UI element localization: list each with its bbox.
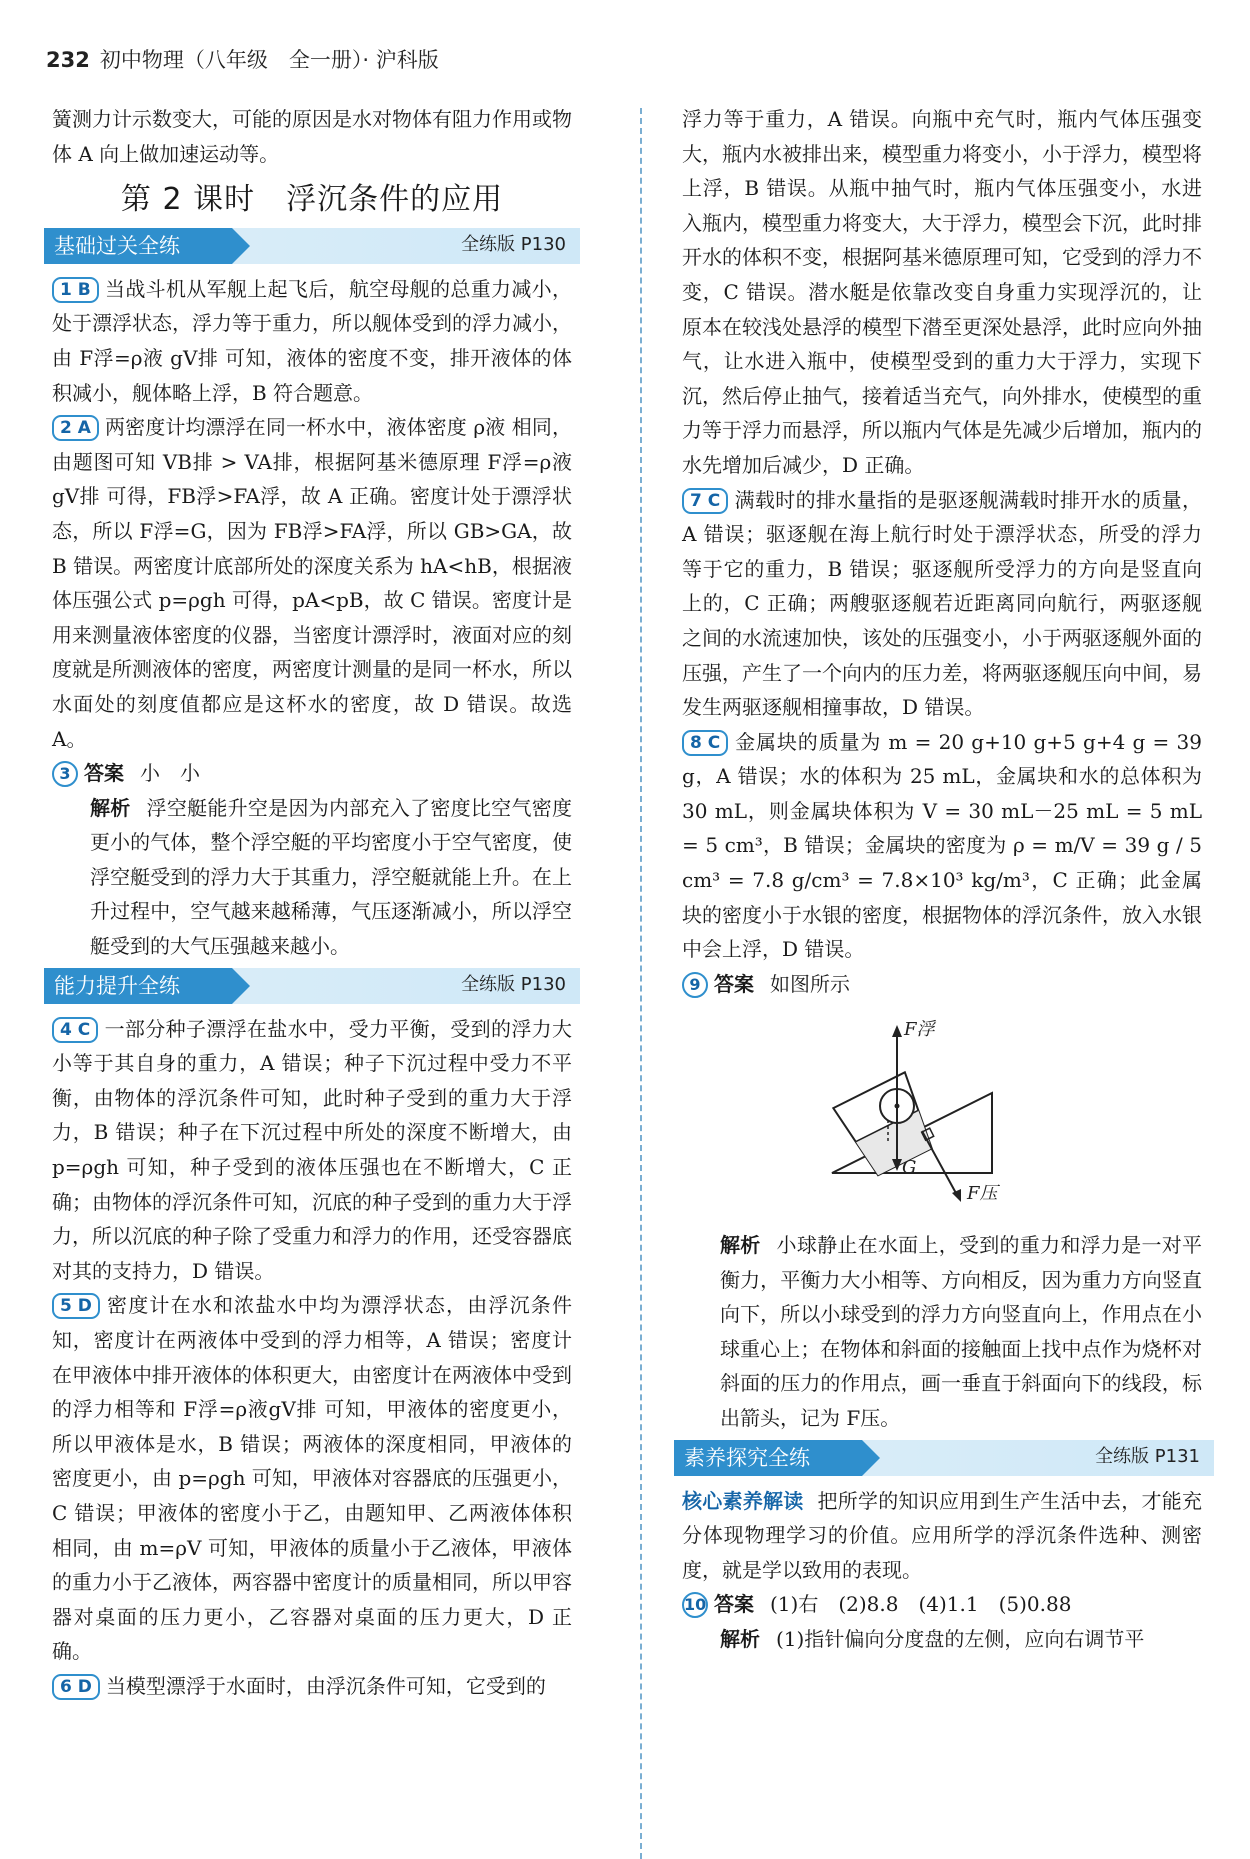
question-text: 当战斗机从军舰上起飞后，航空母舰的总重力减小，处于漂浮状态，浮力等于重力，所以舰体受到的浮力减小，由 F浮=ρ液 gV排 可知，液体的密度不变，排开液体的体积减小，舰体略上浮，B 符合题意。: [52, 276, 572, 405]
question-4: [52, 1012, 572, 1289]
page-header: [46, 44, 439, 74]
answer-text: 如图所示: [770, 971, 850, 996]
question-8: [682, 725, 1202, 967]
section-band-basic: [44, 228, 580, 264]
analysis-label: 解析: [720, 1233, 761, 1258]
section-title: 基础过关全练: [44, 228, 232, 264]
gravity-label: G: [902, 1157, 917, 1179]
question-1: [52, 272, 572, 410]
analysis-text: (1)指针偏向分度盘的左侧，应向右调节平: [776, 1626, 1145, 1651]
question-7: [682, 483, 1202, 725]
question-badge: 5 D: [52, 1293, 100, 1319]
section-title: 素养探究全练: [674, 1440, 862, 1476]
pressure-force-label: F压: [967, 1183, 998, 1204]
page-number: 232: [46, 48, 90, 72]
analysis-text: 浮空艇能升空是因为内部充入了密度比空气密度更小的气体，整个浮空艇的平均密度小于空气密度，使浮空艇受到的浮力大于其重力，浮空艇就能上升。在上升过程中，空气越来越稀薄，气压逐渐减小，所以浮空艇受到的大气压强越来越小。: [90, 795, 573, 959]
analysis-label: 解析: [720, 1626, 760, 1651]
section-ref: 全练版 P130: [461, 974, 566, 996]
answer-text: 小 小: [140, 761, 200, 786]
question-text: 满载时的排水量指的是驱逐舰满载时排开水的质量，A 错误；驱逐舰在海上航行时处于漂浮状态，所受的浮力等于它的重力，B 错误；驱逐舰所受浮力的方向是竖直向上的，C 正确；两艘驱逐舰若近距离同向航行，两驱逐舰之间的水流速加快，该处的压强变小，小于两驱逐舰外面的压强，产生了一个向内的压力差，将两驱逐舰压向中间，易发生两驱逐舰相撞事故，D 错误。: [682, 487, 1202, 720]
answer-text: (1)右 (2)8.8 (4)1.1 (5)0.88: [770, 1592, 1072, 1617]
answer-label: 答案: [714, 971, 754, 996]
right-column: [682, 102, 1202, 1657]
question-badge: 2 A: [52, 415, 99, 441]
question-text: 密度计在水和浓盐水中均为漂浮状态，由浮沉条件知，密度计在两液体中受到的浮力相等，A 错误；密度计在甲液体中排开液体的体积更大，由密度计在两液体中受到的浮力相等和 F浮=ρ液gV排 可知，甲液体的密度更小，所以甲液体是水，B 错误；两液体的深度相同，甲液体的密度更小，由 p=ρgh 可知，甲液体对容器底的压强更小，C 错误；甲液体的密度小于乙，由题知甲、乙两液体体积相同，由 m=ρV 可知，甲液体的质量小于乙液体，甲液体的重力小于乙液体，两容器中密度计的质量相同，所以甲容器对桌面的压力更小，乙容器对桌面的压力更大，D 正确。: [52, 1293, 572, 1664]
question-6-continued: 浮力等于重力，A 错误。向瓶中充气时，瓶内气体压强变大，瓶内水被排出来，模型重力将变小，小于浮力，模型将上浮，B 错误。从瓶中抽气时，瓶内气体压强变小，水进入瓶内，模型重力将变大，大于浮力，模型会下沉，此时排开水的体积不变，根据阿基米德原理可知，它受到的浮力不变，C 错误。潜水艇是依靠改变自身重力实现浮沉的，让原本在较浅处悬浮的模型下潜至更深处悬浮，此时应向外抽气，让水进入瓶中，使模型受到的重力大于浮力，实现下沉，然后停止抽气，接着适当充气，向外排水，使模型的重力等于浮力而悬浮，所以瓶内气体是先减少后增加，瓶内的水先增加后减少，D 正确。: [682, 107, 1202, 477]
question-badge: 8 C: [682, 730, 728, 756]
question-2: [52, 410, 572, 756]
intro-text: 簧测力计示数变大，可能的原因是水对物体有阻力作用或物体 A 向上做加速运动等。: [52, 107, 572, 166]
question-text: 当模型漂浮于水面时，由浮沉条件可知，它受到的: [105, 1673, 546, 1698]
section-ref: 全练版 P130: [461, 234, 566, 256]
question-text: 一部分种子漂浮在盐水中，受力平衡，受到的浮力大小等于其自身的重力，A 错误；种子下沉过程中受力不平衡，由物体的浮沉条件可知，此时种子受到的重力大于浮力，B 错误；种子在下沉过程中所处的深度不断增大，由 p=ρgh 可知，种子受到的液体压强也在不断增大，C 正确；由物体的浮沉条件可知，沉底的种子受到的重力大于浮力，所以沉底的种子除了受重力和浮力的作用，还受容器底对其的支持力，D 错误。: [52, 1016, 572, 1283]
core-literacy-note: [682, 1484, 1202, 1588]
question-5: [52, 1288, 572, 1669]
question-10-answer: [682, 1587, 1202, 1622]
question-badge: 10: [682, 1592, 708, 1618]
question-9-analysis: [682, 1228, 1202, 1436]
question-badge: 6 D: [52, 1674, 100, 1700]
question-6: [52, 1669, 572, 1704]
pressure-force-arrowhead: [952, 1189, 961, 1202]
answer-label: 答案: [714, 1592, 754, 1617]
section-band-ability: [44, 968, 580, 1004]
question-badge: 1 B: [52, 277, 99, 303]
core-literacy-text: 把所学的知识应用到生产生活中去，才能充分体现物理学习的价值。应用所学的浮沉条件选种、测密度，就是学以致用的表现。: [682, 1488, 1202, 1582]
answer-label: 答案: [84, 761, 124, 786]
question-text: 金属块的质量为 m = 20 g+10 g+5 g+4 g = 39 g，A 错误；水的体积为 25 mL，金属块和水的总体积为 30 mL，则金属块体积为 V = 30 mL－25 mL = 5 mL = 5 cm³，B 错误；金属块的密度为 ρ = m/V = 39 g / 5 cm³ = 7.8 g/cm³ = 7.8×10³ kg/m³，C 正确；此金属块的密度小于水银的密度，根据物体的浮沉条件，放入水银中会上浮，D 错误。: [682, 729, 1202, 962]
float-force-arrowhead: [892, 1025, 902, 1037]
analysis-text: 小球静止在水面上，受到的重力和浮力是一对平衡力，平衡力大小相等、方向相反，因为重力方向竖直向下，所以小球受到的浮力方向竖直向上，作用点在小球重心上；在物体和斜面的接触面上找中点作为烧杯对斜面的压力的作用点，画一垂直于斜面向下的线段，标出箭头，记为 F压。: [720, 1233, 1203, 1430]
section-band-literacy: [674, 1440, 1214, 1476]
section-ref: 全练版 P131: [1095, 1446, 1200, 1468]
question-badge: 3: [52, 761, 78, 787]
core-literacy-label: 核心素养解读: [682, 1488, 804, 1513]
question-badge: 7 C: [682, 488, 728, 514]
question-3-analysis: [52, 791, 572, 964]
section-title: 能力提升全练: [44, 968, 232, 1004]
question-10-analysis: [682, 1622, 1202, 1657]
force-diagram: [682, 1013, 1202, 1203]
lesson-title: 第 2 课时 浮沉条件的应用: [120, 182, 504, 218]
question-badge: 9: [682, 972, 708, 998]
question-3-answer: [52, 756, 572, 791]
question-badge: 4 C: [52, 1017, 98, 1043]
question-text: 两密度计均漂浮在同一杯水中，液体密度 ρ液 相同，由题图可知 VB排 > VA排，根据阿基米德原理 F浮=ρ液gV排 可得，FB浮>FA浮，故 A 正确。密度计处于漂浮状态，所以 F浮=G，因为 FB浮>FA浮，所以 GB>GA，故 B 错误。两密度计底部所处的深度关系为 hA<hB，根据液体压强公式 p=ρgh 可得，pA<pB，故 C 错误。密度计是用来测量液体密度的仪器，当密度计漂浮时，液面对应的刻度就是所测液体的密度，两密度计测量的是同一杯水，所以水面处的刻度值都应是这杯水的密度，故 D 错误。故选 A。: [52, 415, 572, 751]
pressure-force-arrow: [922, 1131, 957, 1195]
book-title: 初中物理（八年级 全一册）· 沪科版: [99, 48, 439, 72]
analysis-label: 解析: [90, 795, 131, 820]
left-column: [52, 102, 572, 1704]
float-force-label: F浮: [904, 1019, 935, 1041]
question-9-answer: [682, 967, 1202, 1002]
column-divider: [640, 108, 642, 1859]
